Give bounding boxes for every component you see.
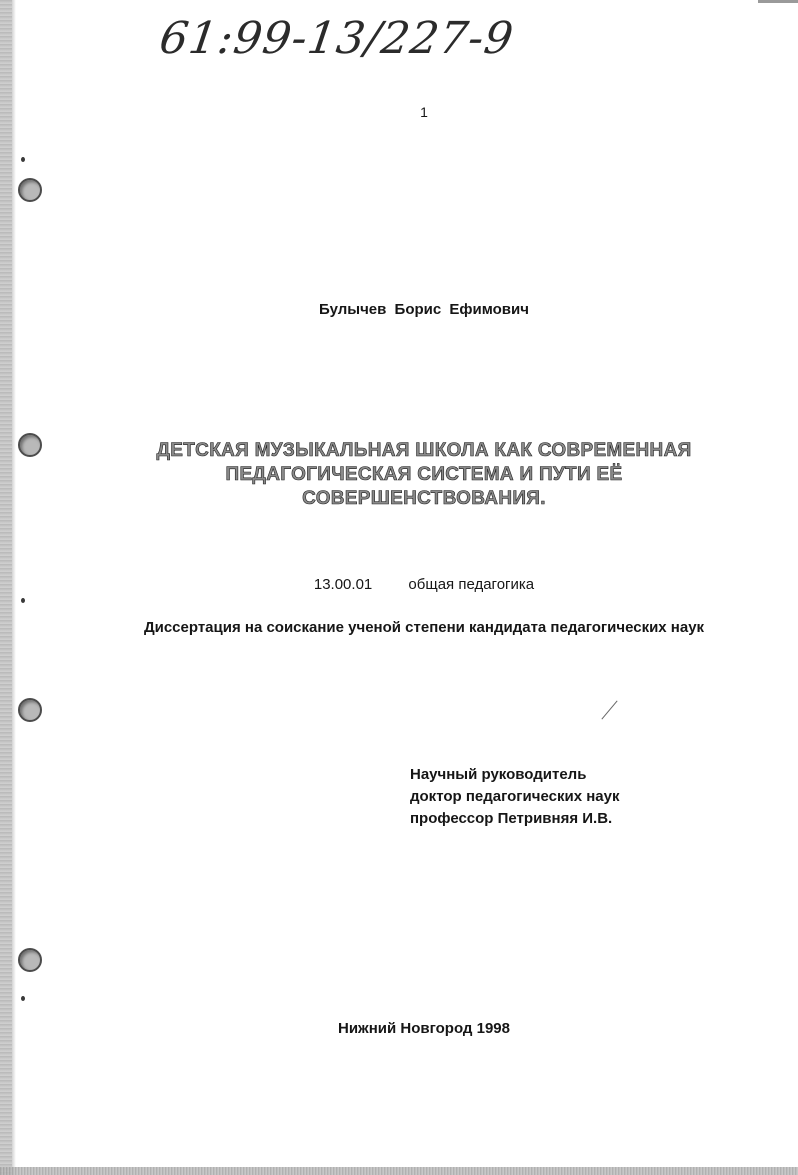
title-line: ДЕТСКАЯ МУЗЫКАЛЬНАЯ ШКОЛА КАК СОВРЕМЕННАЯ: [156, 440, 692, 461]
scan-speck: [21, 598, 25, 603]
pen-mark: [600, 700, 620, 720]
scan-speck: [21, 996, 25, 1001]
scan-top-edge: [758, 0, 798, 3]
specialty-line: [0, 575, 798, 595]
supervisor-name: профессор Петривняя И.В.: [410, 810, 613, 827]
punch-hole-icon: [18, 178, 42, 202]
handwritten-archive-number: 61:99-13/227-9: [156, 13, 517, 64]
punch-hole-icon: [18, 433, 42, 457]
scan-bottom-edge: [0, 1167, 798, 1175]
scan-speck: [21, 157, 25, 162]
dissertation-statement: Диссертация на соискание ученой степени кандидата педагогических наук: [143, 619, 705, 636]
punch-hole-icon: [18, 698, 42, 722]
city-year: Нижний Новгород 1998: [338, 1020, 510, 1037]
dissertation-title: [100, 439, 748, 511]
specialty-name: общая педагогика: [408, 576, 535, 593]
page-number: 1: [420, 104, 428, 120]
supervisor-block: [410, 764, 770, 830]
title-line: ПЕДАГОГИЧЕСКАЯ СИСТЕМА И ПУТИ ЕЁ: [225, 464, 623, 485]
supervisor-role: Научный руководитель: [410, 766, 587, 783]
author-name: Булычев Борис Ефимович: [319, 301, 529, 318]
punch-hole-icon: [18, 948, 42, 972]
title-line: СОВЕРШЕНСТВОВАНИЯ.: [302, 488, 546, 509]
supervisor-degree: доктор педагогических наук: [410, 788, 620, 805]
specialty-code: 13.00.01: [313, 576, 373, 593]
